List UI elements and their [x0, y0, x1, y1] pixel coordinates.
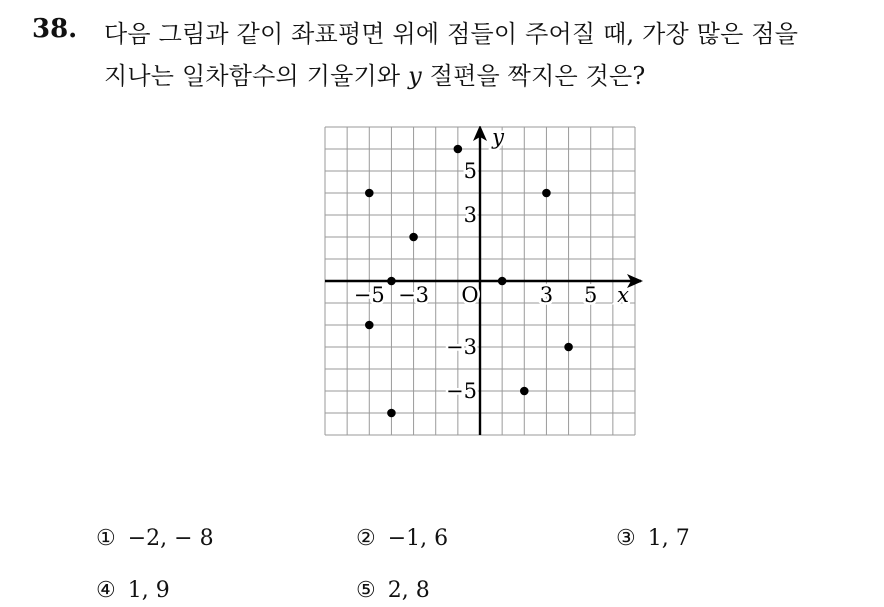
choice-5-text: 2, 8: [387, 578, 430, 603]
question-number: 38.: [32, 14, 78, 44]
x-tick-label: 5: [584, 283, 598, 307]
choice-3[interactable]: [616, 526, 690, 551]
choice-1-text: −2, − 8: [127, 526, 214, 551]
data-point: [387, 277, 396, 286]
choice-4-mark: ④: [96, 578, 116, 603]
choice-3-text: 1, 7: [647, 526, 690, 551]
data-point: [387, 409, 396, 418]
choice-4-text: 1, 9: [127, 578, 170, 603]
choice-1[interactable]: [96, 526, 214, 551]
x-tick-label: 3: [539, 283, 554, 307]
data-point: [454, 145, 463, 154]
y-tick-label: 5: [463, 159, 477, 183]
choice-4[interactable]: [96, 578, 170, 603]
data-point: [365, 321, 374, 330]
data-point: [498, 277, 507, 286]
choice-1-mark: ①: [96, 526, 116, 551]
choice-2-mark: ②: [356, 526, 376, 551]
y-axis-label: y: [492, 126, 504, 149]
question-text-line-1: 다음 그림과 같이 좌표평면 위에 점들이 주어질 때, 가장 많은 점을: [104, 20, 799, 48]
data-point: [520, 387, 529, 396]
data-point: [542, 189, 551, 198]
axes: [325, 126, 643, 435]
x-axis-label: x: [617, 283, 629, 307]
data-point: [409, 233, 418, 242]
choice-3-mark: ③: [616, 526, 636, 551]
choice-5[interactable]: [356, 578, 430, 603]
data-point: [365, 189, 374, 198]
origin-label: O: [461, 283, 479, 307]
x-tick-label: −5: [353, 283, 385, 307]
y-tick-label: 3: [463, 203, 477, 227]
question-text-line-2-end: 절편을 짝지은 것은?: [421, 62, 646, 90]
tick-labels: [354, 126, 629, 403]
question-text-line-2-start: 지나는 일차함수의 기울기와: [104, 62, 409, 90]
choice-5-mark: ⑤: [356, 578, 376, 603]
choice-2[interactable]: [356, 526, 448, 551]
choice-2-text: −1, 6: [387, 526, 449, 551]
data-point: [564, 343, 573, 352]
coordinate-plane: [324, 126, 644, 440]
question-variable-y: y: [408, 62, 422, 90]
y-tick-label: −3: [446, 335, 477, 359]
y-tick-label: −5: [446, 379, 477, 403]
question-text-line-2: [104, 56, 646, 91]
x-tick-label: −3: [398, 283, 430, 307]
